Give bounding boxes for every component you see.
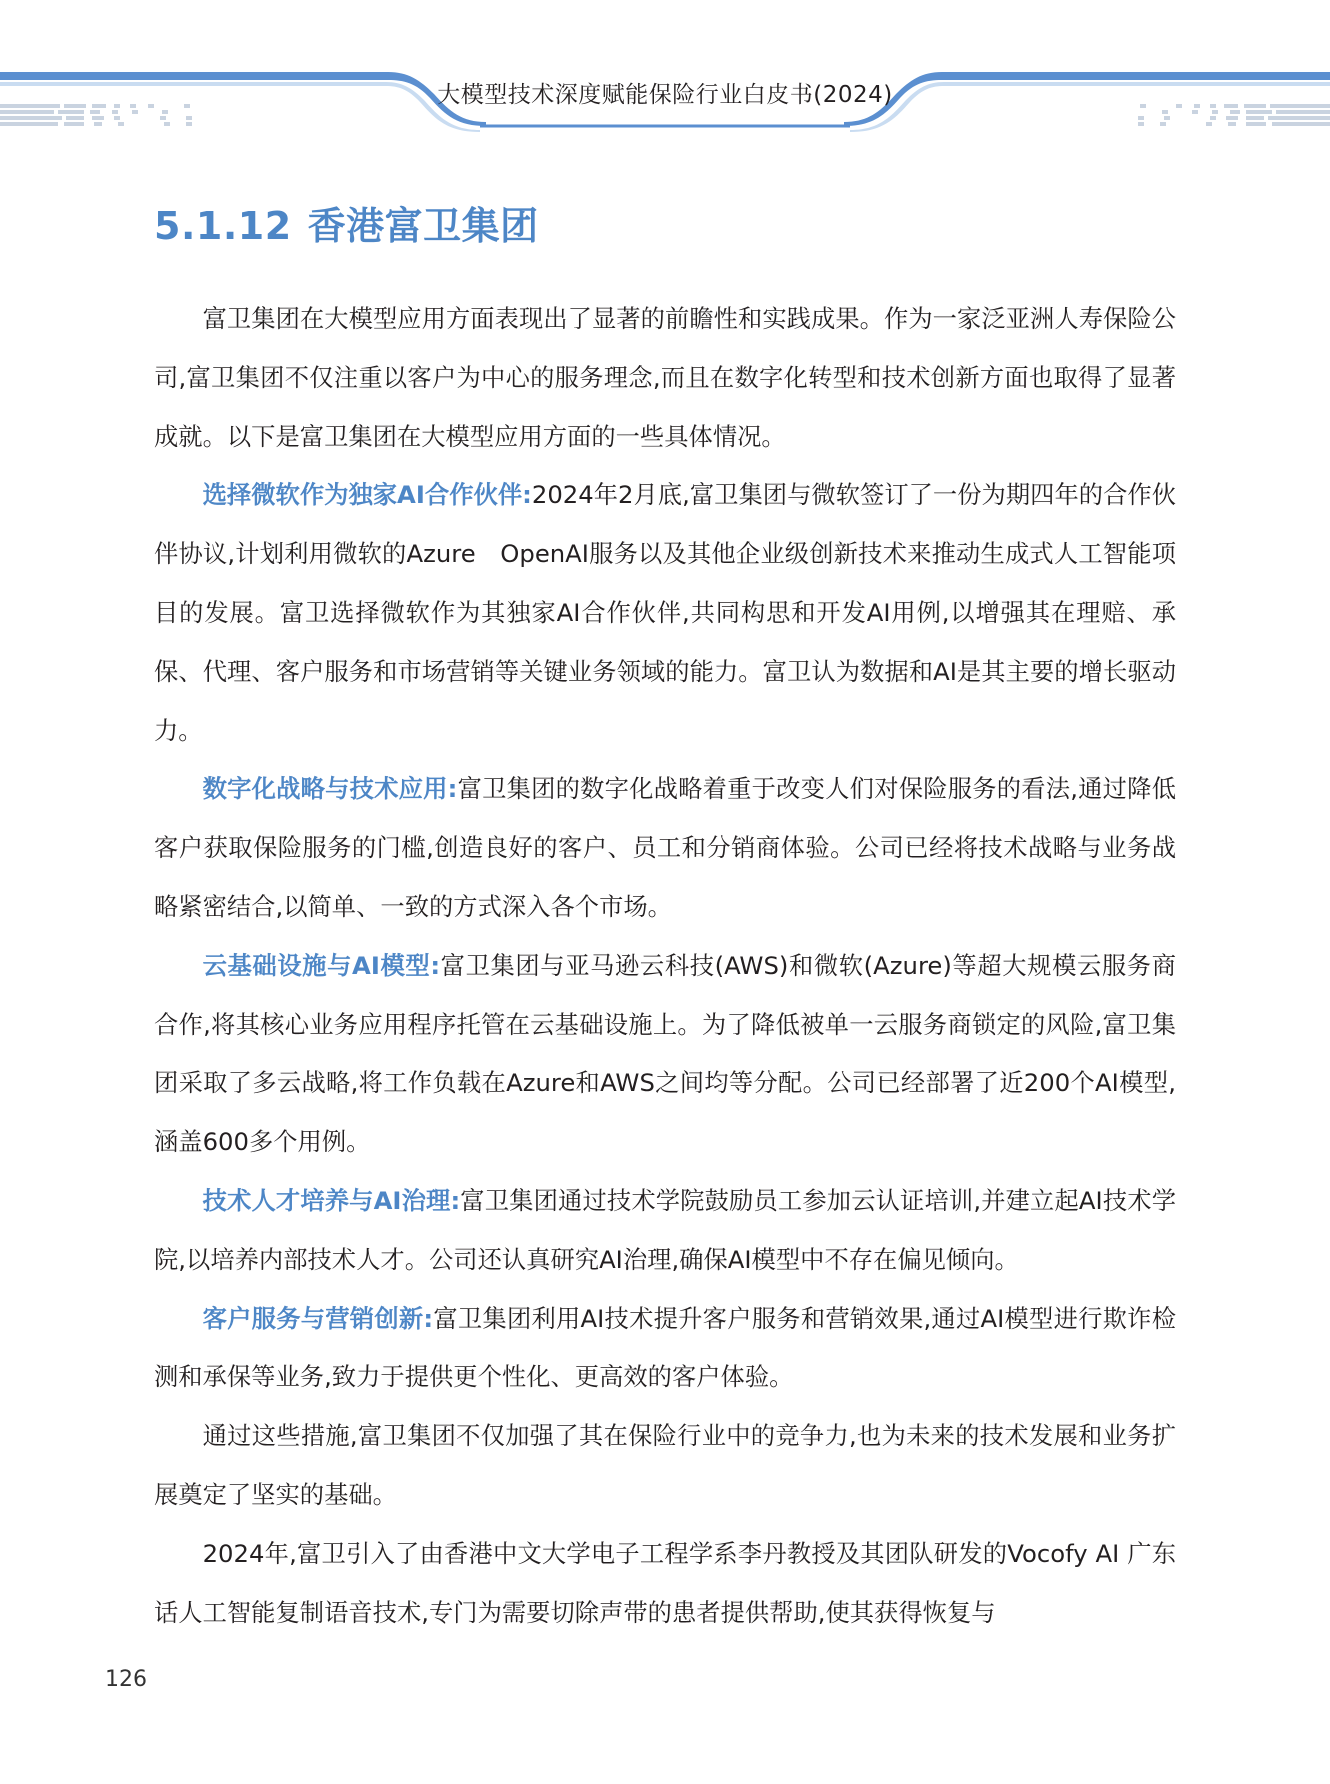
paragraph-lead: 云基础设施与AI模型: — [202, 950, 441, 980]
paragraph-text: 富卫集团利用AI技术提升客户服务和营销效果,通过AI模型进行欺诈检测和承保等业务,致力于提供更个性化、更高效的客户体验。 — [154, 1303, 1177, 1392]
paragraph — [154, 1172, 1176, 1290]
body-content — [154, 290, 1176, 1642]
section-title: 香港富卫集团 — [307, 204, 539, 248]
paragraph-text: 富卫集团在大模型应用方面表现出了显著的前瞻性和实践成果。作为一家泛亚洲人寿保险公司,富卫集团不仅注重以客户为中心的服务理念,而且在数字化转型和技术创新方面也取得了显著成就。以下是富卫集团在大模型应用方面的一些具体情况。 — [154, 304, 1176, 451]
paragraph-text: 富卫集团的数字化战略着重于改变人们对保险服务的看法,通过降低客户获取保险服务的门槛,创造良好的客户、员工和分销商体验。公司已经将技术战略与业务战略紧密结合,以简单、一致的方式深入各个市场。 — [154, 774, 1176, 921]
paragraph-text: 通过这些措施,富卫集团不仅加强了其在保险行业中的竞争力,也为未来的技术发展和业务扩展奠定了坚实的基础。 — [154, 1421, 1176, 1509]
paragraph — [154, 1525, 1176, 1643]
header-banner-decoration — [0, 0, 1330, 140]
paragraph-text: 富卫集团通过技术学院鼓励员工参加云认证培训,并建立起AI技术学院,以培养内部技术人才。公司还认真研究AI治理,确保AI模型中不存在偏见倾向。 — [154, 1185, 1176, 1274]
paragraph-lead: 选择微软作为独家AI合作伙伴: — [202, 480, 532, 510]
paragraph-lead: 数字化战略与技术应用: — [202, 774, 458, 804]
paragraph-text: 2024年2月底,富卫集团与微软签订了一份为期四年的合作伙伴协议,计划利用微软的Azure OpenAI服务以及其他企业级创新技术来推动生成式人工智能项目的发展。富卫选择微软作为其独家AI合作伙伴,共同构思和开发AI用例,以增强其在理赔、承保、代理、客户服务和市场营销等关键业务领域的能力。富卫认为数据和AI是其主要的增长驱动力。 — [154, 480, 1177, 745]
header-title: 大模型技术深度赋能保险行业白皮书(2024) — [437, 82, 893, 108]
paragraph-text: 富卫集团与亚马逊云科技(AWS)和微软(Azure)等超大规模云服务商合作,将其核心业务应用程序托管在云基础设施上。为了降低被单一云服务商锁定的风险,富卫集团采取了多云战略,将工作负载在Azure和AWS之间均等分配。公司已经部署了近200个AI模型,涵盖600多个用例。 — [154, 950, 1176, 1157]
section-number: 5.1.12 — [154, 204, 292, 248]
paragraph — [154, 1290, 1176, 1408]
page-header — [0, 0, 1330, 140]
paragraph-lead: 客户服务与营销创新: — [202, 1303, 434, 1333]
paragraph — [154, 1407, 1176, 1525]
paragraph — [154, 466, 1176, 760]
paragraph-lead: 技术人才培养与AI治理: — [202, 1185, 461, 1215]
paragraph — [154, 937, 1176, 1172]
paragraph-text: 2024年,富卫引入了由香港中文大学电子工程学系李丹教授及其团队研发的Vocofy AI 广东话人工智能复制语音技术,专门为需要切除声带的患者提供帮助,使其获得恢复与 — [154, 1538, 1176, 1627]
paragraph — [154, 760, 1176, 936]
paragraph — [154, 290, 1176, 466]
section-heading — [154, 195, 539, 250]
page-number: 126 — [105, 1667, 147, 1692]
